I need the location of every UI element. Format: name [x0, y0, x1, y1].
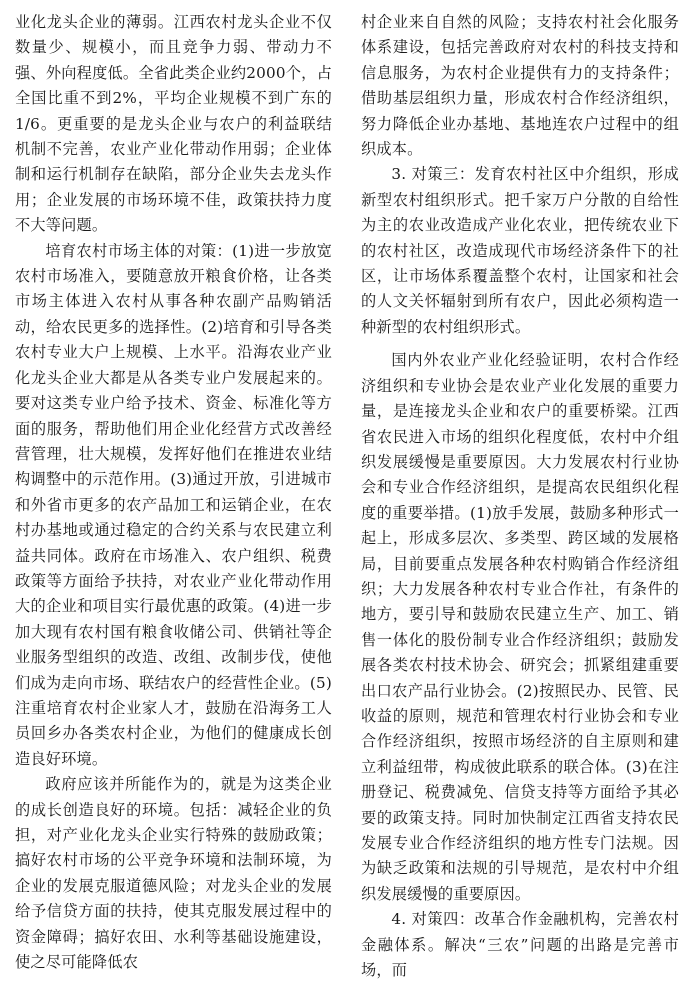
paragraph-government-role: 政府应该并所能作为的，就是为这类企业的成长创造良好的环境。包括：减轻企业的负担，对产业化龙头企业实行特殊的鼓励政策；搞好农村市场的公平竞争环境和法制环境，为企业的发展克服道德风险；对龙头企业的发展给予信贷方面的扶持，使其克服发展过程中的资金障碍；搞好农田、水利等基础设施建设，使之尽可能降低农	[15, 775, 332, 972]
paragraph-cooperative-organizations: 国内外农业产业化经验证明，农村合作经济组织和专业协会是农业产业化发展的重要力量，是连接龙头企业和农户的重要桥梁。江西省农民进入市场的组织化程度低，农村中介组织发展缓慢是重要原因。大力发展农村行业协会和专业合作经济组织，是提高农民组织化程度的重要举措。(1)放手发展，鼓励多种形式一起上，形成多层次、多类型、跨区域的发展格局，目前要重点发展各种农村购销合作经济组织；大力发展各种农村专业合作社，有条件的地方，要引导和鼓励农民建立生产、加工、销售一体化的股份制专业合作经济组织；鼓励发展各类农村技术协会、研究会；抓紧组建重要出口农产品行业协会。(2)按照民办、民管、民收益的原则，规范和管理农村行业协会和专业合作经济组织，按照市场经济的自主原则和建立利益纽带，构成彼此联系的联合体。(3)在注册登记、税费减免、信贷支持等方面给予其必要的政策支持。同时加快制定江西省支持农民发展专业合作经济组织的地方性专门法规。因为缺乏政策和法规的引导规范，是农村中介组织发展缓慢的重要原因。	[361, 351, 679, 903]
paragraph-gap	[361, 340, 679, 348]
paragraph-strategy-four: 4. 对策四：改革合作金融机构，完善农村金融体系。解决“三农”问题的出路是完善市场，而	[361, 910, 679, 980]
right-column	[361, 10, 679, 983]
paragraph-continued-right: 村企业来自自然的风险；支持农村社会化服务体系建设，包括完善政府对农村的科技支持和信息服务，为农村企业提供有力的支持条件；借助基层组织力量，形成农村合作经济组织，努力降低企业办基地、基地连农户过程中的组织成本。	[361, 13, 679, 159]
paragraph-market-entity-measures: 培育农村市场主体的对策：(1)进一步放宽农村市场准入，要随意放开粮食价格，让各类市场主体进入农村从事各种农副产品购销活动，给农民更多的选择性。(2)培育和引导各类农村专业大户上规模、上水平。沿海农业产业化龙头企业大都是从各类专业户发展起来的。要对这类专业户给予技术、资金、标准化等方面的服务，帮助他们用企业化经营方式改善经营管理，壮大规模，发挥好他们在推进农业结构调整中的示范作用。(3)通过开放，引进城市和外省市更多的农产品加工和运销企业，在农村办基地或通过稳定的合约关系与农民建立利益共同体。政府在市场准入、农户组织、税费政策等方面给予扶持，对农业产业化带动作用大的企业和项目实行最优惠的政策。(4)进一步加大现有农村国有粮食收储公司、供销社等企业服务型组织的改造、改组、改制步伐，使他们成为走向市场、联结农户的经营性企业。(5)注重培育农村企业家人才，鼓励在沿海务工人员回乡办各类农村企业，为他们的健康成长创造良好环境。	[15, 241, 332, 768]
paragraph-strategy-three: 3. 对策三：发育农村社区中介组织，形成新型农村组织形式。把千家万户分散的自给性为主的农业改造成产业化农业，把传统农业下的农村社区，改造成现代市场经济条件下的社区，让市场体系覆盖整个农村，让国家和社会的人文关怀辐射到所有农户，因此必须构造一种新型的农村组织形式。	[361, 165, 679, 336]
left-column	[15, 10, 332, 975]
paragraph-continued: 业化龙头企业的薄弱。江西农村龙头企业不仅数量少、规模小，而且竞争力弱、带动力不强、外向程度低。全省此类企业约2000个，占全国比重不到2%，平均企业规模不到广东的1/6。更重要的是龙头企业与农户的利益联结机制不完善，农业产业化带动作用弱；企业体制和运行机制存在缺陷，部分企业失去龙头作用；企业发展的市场环境不佳，政策扶持力度不大等问题。	[15, 13, 332, 235]
